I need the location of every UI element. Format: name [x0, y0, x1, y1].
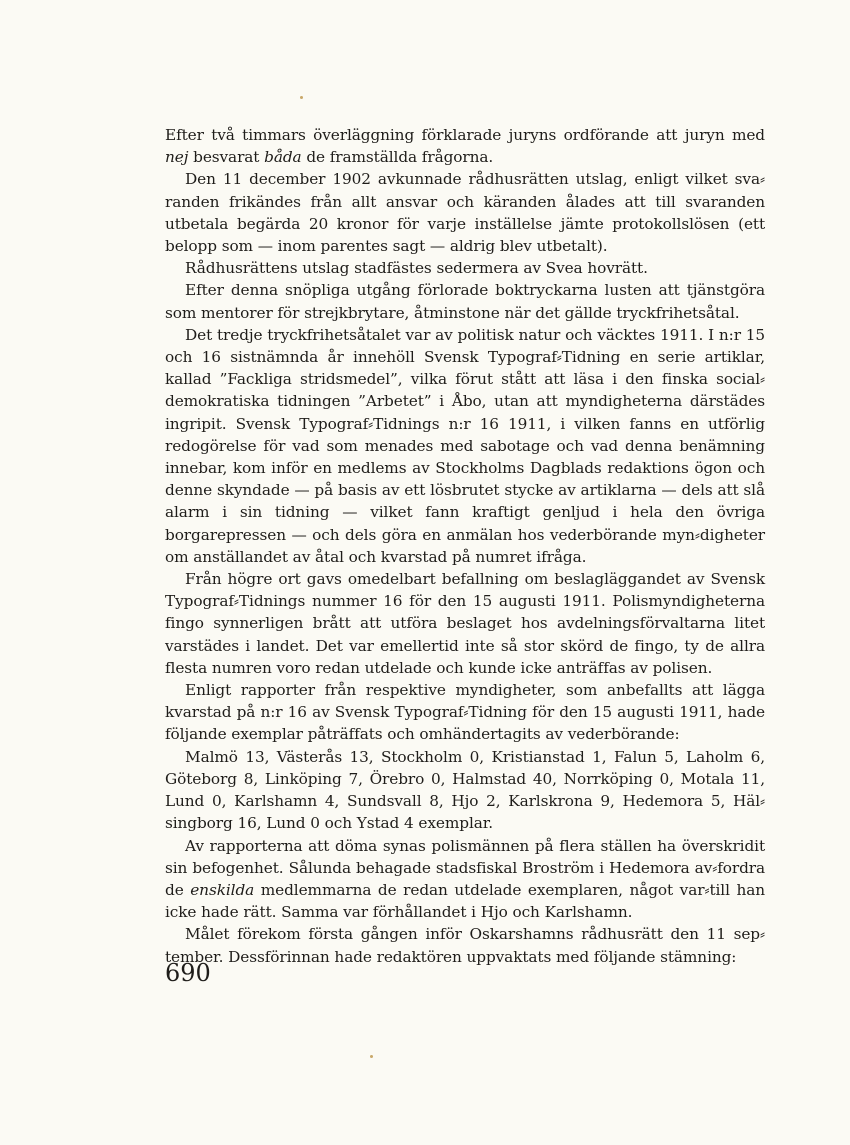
ink-speck-bottom: [370, 1055, 373, 1058]
paragraph: [165, 923, 765, 967]
page-number: 690: [165, 959, 211, 987]
text-run: Efter denna snöpliga utgång förlorade boktryckarna lusten att tjänstgöra som mentorer för strejkbrytare, åtminstone när det gällde tryckfrihetsåtal.: [165, 281, 765, 322]
text-run: de framställda frågorna.: [301, 148, 494, 167]
text-run: Av rapporterna att döma synas polismännen på flera ställen ha överskridit sin befogenhet. Sålunda behagade stadsfiskal Broström i Hedemora av⸗fordra de: [165, 836, 765, 899]
text-run: Målet förekom första gången inför Oskarshamns rådhusrätt den 11 sep⸗tember. Dessförinnan hade redaktören uppvaktats med följande stämning:: [165, 925, 765, 966]
text-run: Det tredje tryckfrihetsåtalet var av politisk natur och väcktes 1911. I n:r 15 och 16 sistnämnda år innehöll Svensk Typograf⸗Tidning en serie artiklar, kallad ”Fackliga stridsmedel”, vilka förut stått att läsa i den finska social⸗demokratiska tidningen ”Arbetet” i Åbo, utan att myndigheterna därstädes ingripit. Svensk Typograf⸗Tidnings n:r 16 1911, i vilken fanns en utförlig redogörelse för vad som menades med sabotage och vad denna benämning innebar, kom inför en medlems av Stockholms Dagblads redaktions ögon och denne skyndade — på basis av ett lösbrutet stycke av artiklarna — dels att slå alarm i sin tidning — vilket fann kraftigt genljud i hela den övriga borgarepressen — och dels göra en anmälan hos vederbörande myn⸗digheter om anställandet av åtal och kvarstad på numret ifråga.: [165, 325, 765, 566]
text-run: Rådhusrättens utslag stadfästes sedermera av Svea hovrätt.: [185, 259, 648, 278]
text-run: medlemmarna de redan utdelade exemplaren, något var⸗till han icke hade rätt. Samma var förhållandet i Hjo och Karlshamn.: [165, 880, 765, 922]
paragraph: [165, 746, 765, 835]
body-text: [165, 124, 765, 968]
text-run: Från högre ort gavs omedelbart befallning om beslagläggandet av Svensk Typograf⸗Tidnings nummer 16 för den 15 augusti 1911. Polismyndigheterna fingo synnerligen brått att utföra beslaget hos avdelningsförvaltarna litet varstädes i landet. Det var emellertid inte så stor skörd de fingo, ty de allra flesta numren voro redan utdelade och kunde icke anträffas av polisen.: [165, 570, 765, 677]
text-run: besvarat: [188, 148, 265, 167]
emphasis-text: enskilda: [190, 880, 255, 899]
paragraph: [165, 835, 765, 924]
text-run: Efter två timmars överläggning förklarade juryns ordförande att juryn med: [165, 126, 765, 144]
paragraph: [165, 279, 765, 323]
paragraph: [165, 168, 765, 257]
text-run: Malmö 13, Västerås 13, Stockholm 0, Kristianstad 1, Falun 5, Laholm 6, Göteborg 8, Linköping 7, Örebro 0, Halmstad 40, Norrköping 0, Motala 11, Lund 0, Karlshamn 4, Sundsvall 8, Hjo 2, Karlskrona 9, Hedemora 5, Häl⸗singborg 16, Lund 0 och Ystad 4 exemplar.: [165, 747, 765, 833]
text-run: Enligt rapporter från respektive myndigheter, som anbefallts att lägga kvarstad på n:r 16 av Svensk Typograf⸗Tidning för den 15 augusti 1911, hade följande exemplar påträffats och omhändertagits av vederbörande:: [165, 681, 765, 744]
emphasis-text: nej: [165, 148, 189, 167]
paragraph: [165, 568, 765, 679]
paragraph: [165, 124, 765, 168]
paragraph: [165, 324, 765, 568]
ink-speck-top: [300, 96, 303, 99]
paragraph: [165, 679, 765, 746]
emphasis-text: båda: [264, 148, 302, 167]
paragraph: [165, 257, 765, 279]
text-run: Den 11 december 1902 avkunnade rådhusrätten utslag, enligt vilket sva⸗randen frikändes från allt ansvar och käranden ålades att till svaranden utbetala begärda 20 kronor för varje inställelse jämte protokollslösen (ett belopp som — inom parentes sagt — aldrig blev utbetalt).: [165, 170, 765, 256]
